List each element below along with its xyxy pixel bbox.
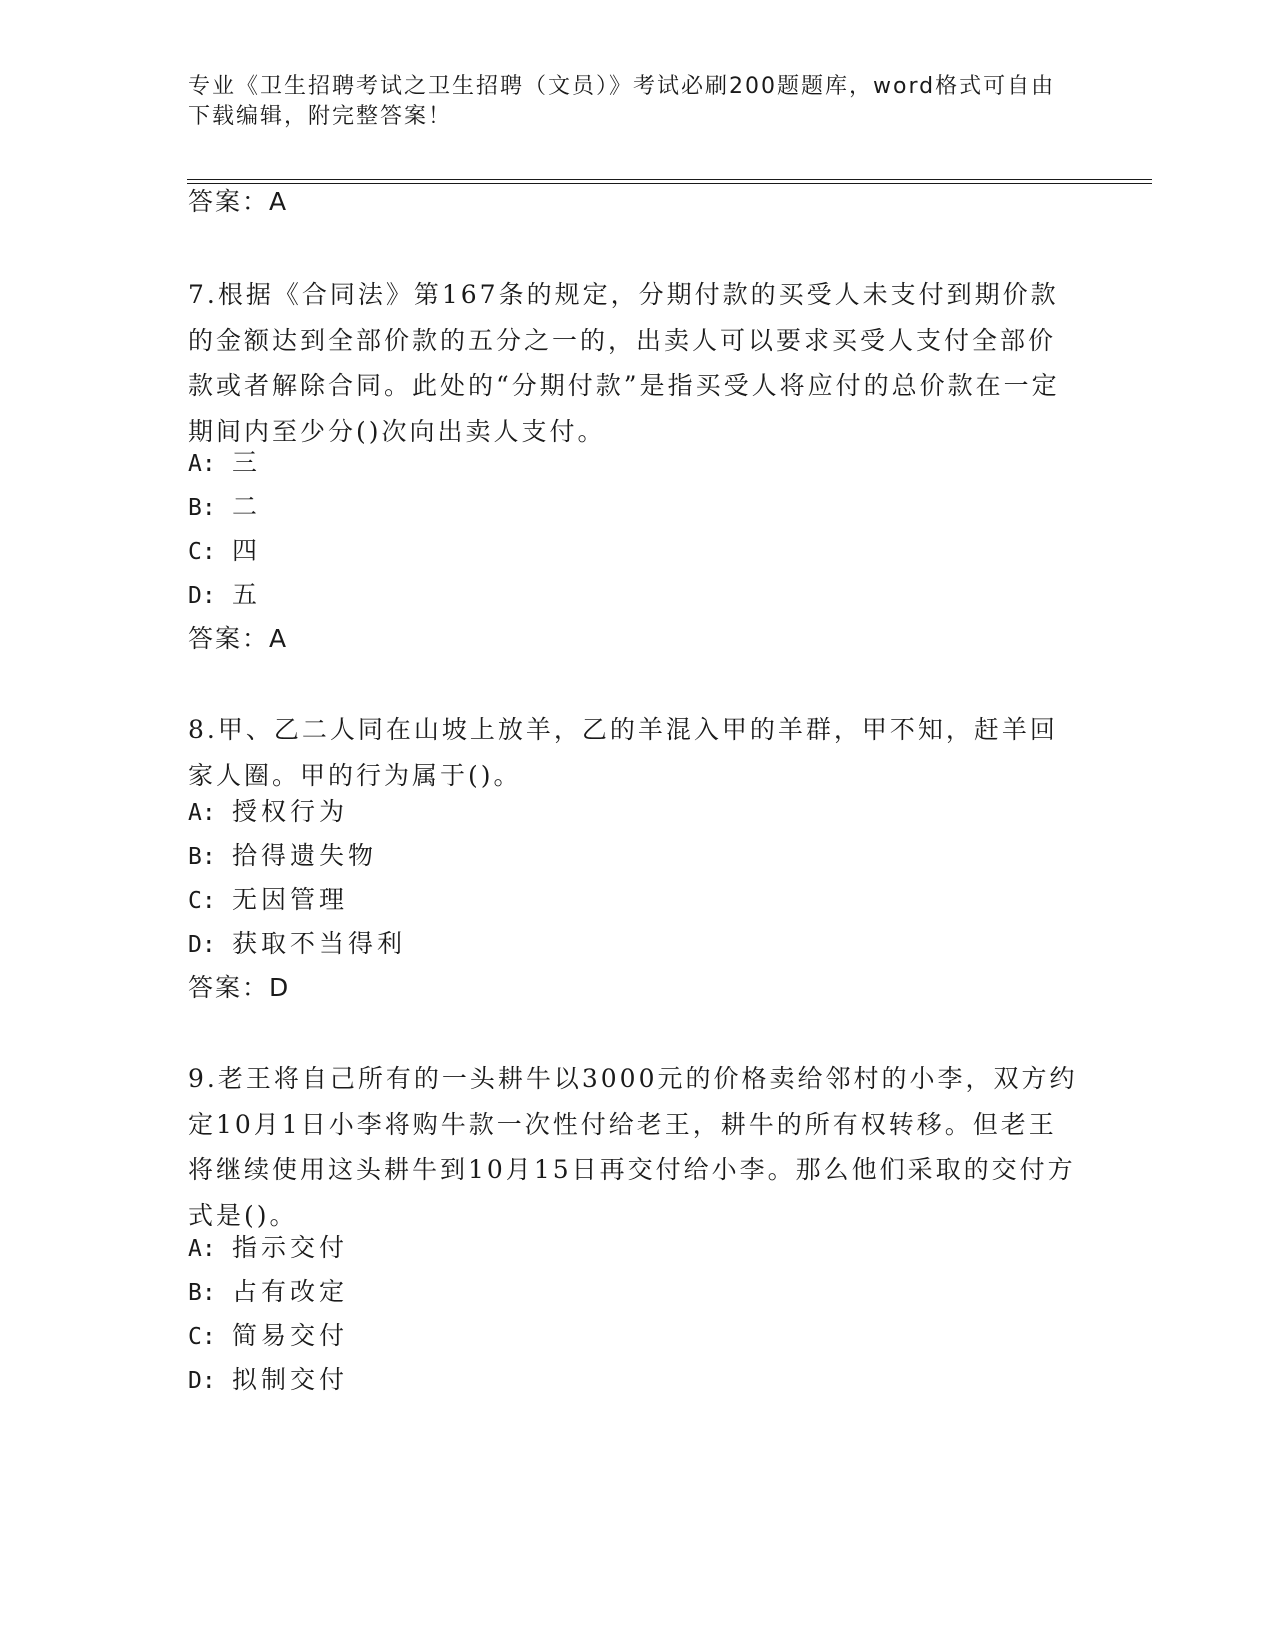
question-9-option-b	[188, 1276, 348, 1309]
answer-q7: 答案：A	[188, 624, 289, 653]
option-letter: A:	[188, 451, 216, 477]
question-7-text: 7.根据《合同法》第167条的规定，分期付款的买受人未支付到期价款的金额达到全部价款的五分之一的，出卖人可以要求买受人支付全部价款或者解除合同。此处的“分期付款”是指买受人将应付的总价款在一定期间内至少分()次向出卖人支付。	[188, 280, 1060, 446]
option-letter: A:	[188, 800, 216, 826]
option-text: 拾得遗失物	[232, 841, 378, 870]
question-8-option-b	[188, 840, 377, 873]
header-divider-top	[187, 179, 1152, 180]
option-text: 二	[232, 492, 262, 521]
question-9-text: 9.老王将自己所有的一头耕牛以3000元的价格卖给邻村的小李，双方约定10月1日小李将购牛款一次性付给老王，耕牛的所有权转移。但老王将继续使用这头耕牛到10月15日再交付给小李。那么他们采取的交付方式是()。	[188, 1064, 1078, 1230]
question-8-option-a	[188, 796, 348, 829]
option-text: 四	[232, 536, 262, 565]
question-8-text: 8.甲、乙二人同在山坡上放羊，乙的羊混入甲的羊群，甲不知，赶羊回家人圈。甲的行为属于()。	[188, 715, 1058, 790]
option-text: 拟制交付	[232, 1365, 349, 1394]
option-letter: B:	[188, 844, 216, 870]
option-text: 授权行为	[232, 797, 349, 826]
answer-q6: 答案：A	[188, 187, 289, 216]
question-9-option-c	[188, 1320, 348, 1353]
option-text: 无因管理	[232, 885, 349, 914]
question-8-option-c	[188, 884, 348, 917]
option-text: 获取不当得利	[232, 929, 407, 958]
option-letter: D:	[188, 583, 216, 609]
answer-q8: 答案：D	[188, 973, 291, 1002]
option-text: 简易交付	[232, 1321, 349, 1350]
question-7-option-c	[188, 535, 261, 568]
option-letter: D:	[188, 1368, 216, 1394]
question-7-option-a	[188, 447, 261, 480]
option-letter: C:	[188, 539, 216, 565]
question-7-option-d	[188, 579, 261, 612]
option-text: 指示交付	[232, 1233, 349, 1262]
option-letter: D:	[188, 932, 216, 958]
option-letter: C:	[188, 1324, 216, 1350]
question-7-option-b	[188, 491, 261, 524]
document-header: 专业《卫生招聘考试之卫生招聘（文员）》考试必刷200题题库，word格式可自由下载编辑，附完整答案！	[188, 74, 1056, 129]
option-text: 五	[232, 580, 262, 609]
option-letter: C:	[188, 888, 216, 914]
option-text: 占有改定	[232, 1277, 349, 1306]
option-letter: A:	[188, 1236, 216, 1262]
question-9-option-a	[188, 1232, 348, 1265]
question-9-option-d	[188, 1364, 348, 1397]
header-divider-bottom	[187, 183, 1152, 184]
question-8-option-d	[188, 928, 406, 961]
option-letter: B:	[188, 1280, 216, 1306]
option-text: 三	[232, 448, 262, 477]
option-letter: B:	[188, 495, 216, 521]
